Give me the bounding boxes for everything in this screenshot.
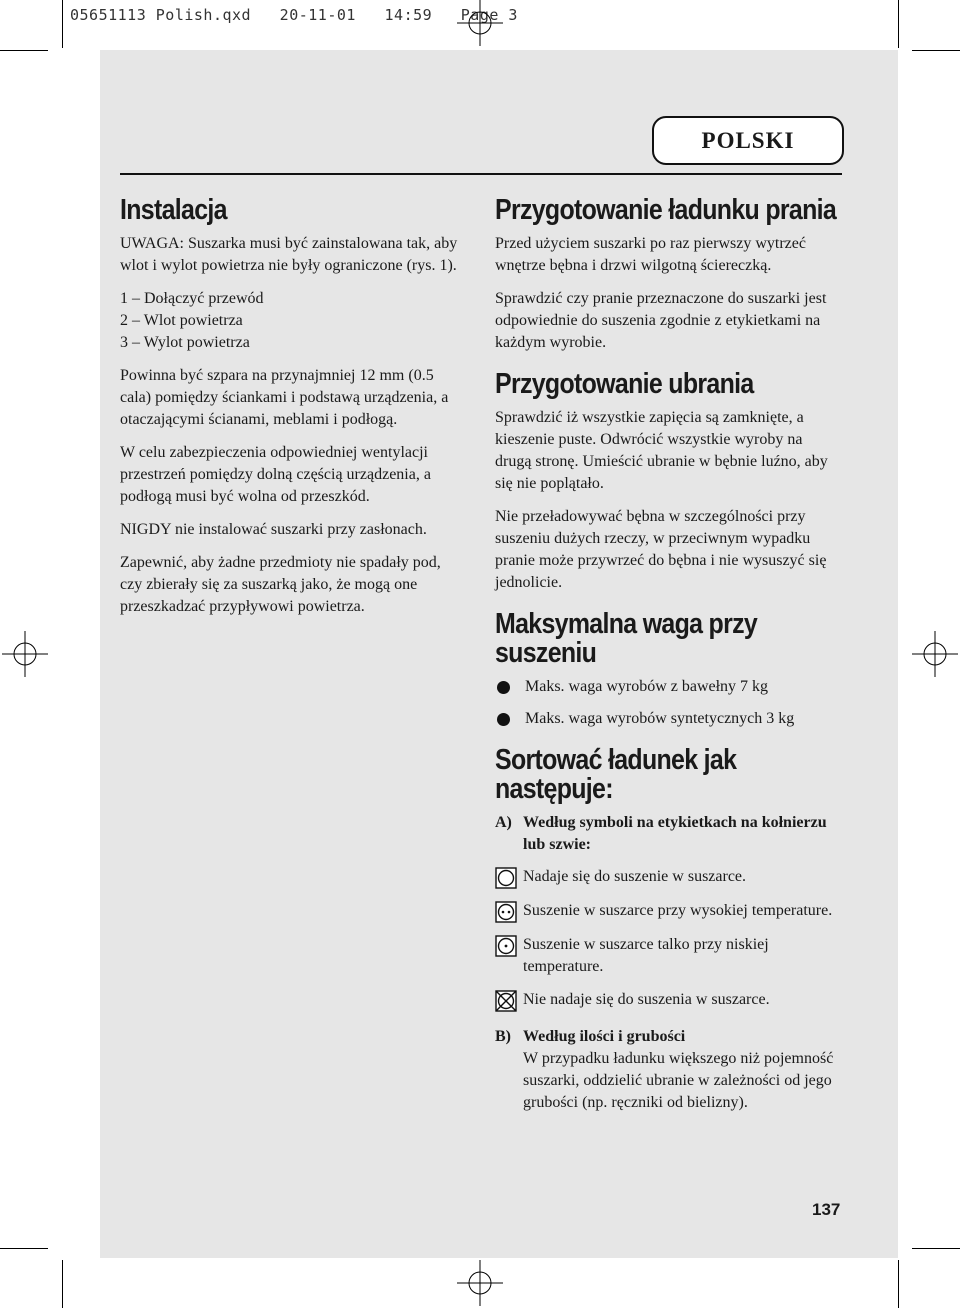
section-b-text: W przypadku ładunku większego niż pojemność suszarki, oddzielić ubranie w zależności od jego grubości (np. ręczniki od bielizny).	[523, 1050, 834, 1111]
registration-mark-icon	[457, 1260, 503, 1306]
registration-mark-icon	[2, 631, 48, 677]
registration-mark-icon	[457, 0, 503, 46]
symbol-text: Nadaje się do suszenie w suszarce.	[523, 868, 747, 885]
paragraph: Przed użyciem suszarki po raz pierwszy wytrzeć wnętrze bębna i drzwi wilgotną ściereczką.	[495, 235, 806, 274]
paragraph: Sprawdzić czy pranie przeznaczone do suszarki jest odpowiednie do suszenia zgodnie z etykietkami na każdym wyrobie.	[495, 290, 827, 351]
list-item	[495, 676, 840, 698]
warning-text: UWAGA: Suszarka musi być zainstalowana tak, aby wlot i wylot powietrza nie były ograniczone (rys. 1).	[120, 235, 458, 274]
section-heading: Maksymalna waga przy suszeniu	[495, 608, 758, 669]
paragraph: NIGDY nie instalować suszarki przy zasłonach.	[120, 521, 427, 538]
crop-mark	[0, 50, 48, 51]
section-a	[495, 812, 840, 856]
section-b	[495, 1026, 840, 1114]
bullet-icon	[497, 681, 510, 694]
symbol-text: Suszenie w suszarce przy wysokiej temperature.	[523, 902, 833, 919]
section-heading: Przygotowanie ładunku prania	[495, 194, 837, 226]
right-column	[495, 196, 840, 1124]
left-column	[120, 196, 460, 629]
care-symbol-row	[495, 866, 840, 889]
care-symbol-row	[495, 989, 840, 1012]
list-item	[495, 708, 840, 730]
section-b-label: B)	[495, 1028, 511, 1045]
parts-list	[120, 288, 460, 354]
bullet-icon	[497, 713, 510, 726]
installation-heading: Instalacja	[120, 194, 227, 226]
crop-mark	[912, 1248, 960, 1249]
crop-mark	[912, 50, 960, 51]
language-tab: POLSKI	[652, 116, 844, 165]
paragraph: Nie przeładowywać bębna w szczególności przy suszeniu dużych rzeczy, w przeciwnym wypadku pranie może przywrzeć do bębna i nie wysuszyć się jednolicie.	[495, 508, 827, 591]
section-heading: Sortować ładunek jak następuje:	[495, 744, 737, 805]
header-rule	[120, 173, 842, 175]
do-not-tumble-dry-icon	[495, 990, 517, 1012]
care-symbol-row	[495, 900, 840, 923]
section-b-title: Według ilości i grubości	[523, 1028, 686, 1045]
crop-mark	[62, 0, 63, 48]
bullet-text: Maks. waga wyrobów syntetycznych 3 kg	[525, 710, 795, 727]
symbol-text: Nie nadaje się do suszenia w suszarce.	[523, 991, 770, 1008]
list-item: 1 – Dołączyć przewód	[120, 290, 264, 307]
crop-mark	[0, 1248, 48, 1249]
crop-mark	[898, 0, 899, 48]
symbol-text: Suszenie w suszarce talko przy niskiej temperature.	[523, 936, 769, 975]
tumble-dry-icon	[495, 867, 517, 889]
paragraph: W celu zabezpieczenia odpowiedniej wentylacji przestrzeń pomiędzy dolną częścią urządzenia, a podłogą musi być wolna od przeszkód.	[120, 444, 431, 505]
page-number: 137	[812, 1200, 841, 1219]
section-a-label: A)	[495, 814, 512, 831]
list-item: 3 – Wylot powietrza	[120, 334, 250, 351]
registration-mark-icon	[912, 631, 958, 677]
paragraph: Sprawdzić iż wszystkie zapięcia są zamknięte, a kieszenie puste. Odwrócić wszystkie wyroby na drugą stronę. Umieścić ubranie w bębnie luźno, aby się nie poplątało.	[495, 409, 828, 492]
care-symbol-row	[495, 934, 840, 978]
list-item: 2 – Wlot powietrza	[120, 312, 243, 329]
section-b-body	[523, 1026, 840, 1114]
file-slug: 05651113 Polish.qxd 20-11-01 14:59 Page 3	[70, 6, 518, 24]
section-a-text: Według symboli na etykietkach na kołnierzu lub szwie:	[523, 814, 827, 853]
paragraph: Zapewnić, aby żadne przedmioty nie spadały pod, czy zbierały się za suszarką jako, że mogą one przeszkadzać przypływowi powietrza.	[120, 554, 441, 615]
tumble-dry-low-icon	[495, 935, 517, 957]
bullet-text: Maks. waga wyrobów z bawełny 7 kg	[525, 678, 769, 695]
tumble-dry-high-icon	[495, 901, 517, 923]
section-heading: Przygotowanie ubrania	[495, 368, 754, 400]
crop-mark	[898, 1260, 899, 1308]
crop-mark	[62, 1260, 63, 1308]
paragraph: Powinna być szpara na przynajmniej 12 mm (0.5 cala) pomiędzy ściankami i podstawą urządzenia, a otaczającymi ścianami, meblami i podłogą.	[120, 367, 449, 428]
